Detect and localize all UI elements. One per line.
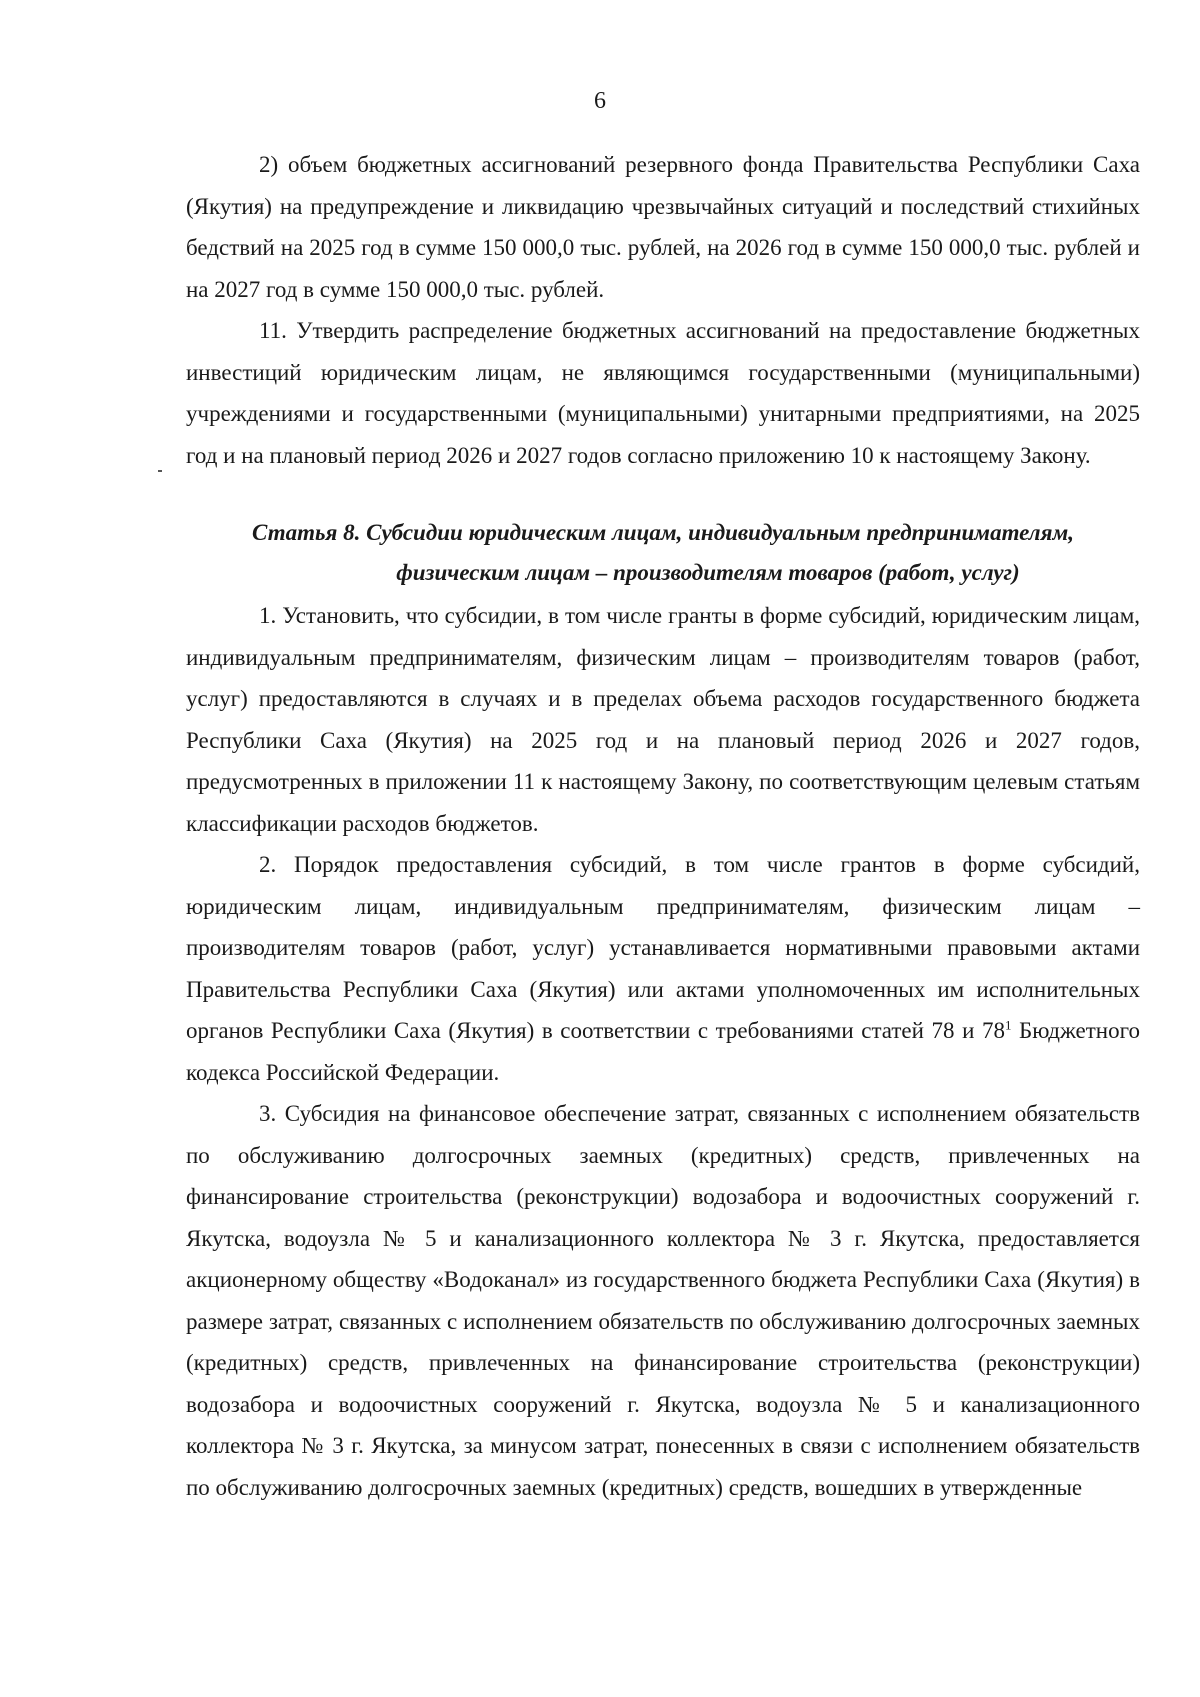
article-8-heading	[186, 513, 1140, 593]
paragraph-article-8-item-3: 3. Субсидия на финансовое обеспечение затрат, связанных с исполнением обязательств по обслуживанию долгосрочных заемных (кредитных) средств, привлеченных на финансирование строительства (реконструкции) водозабора и водоочистных сооружений г. Якутска, водоузла № 5 и канализационного коллектора № 3 г. Якутска, предоставляется акционерному обществу «Водоканал» из государственного бюджета Республики Саха (Якутия) в размере затрат, связанных с исполнением обязательств по обслуживанию долгосрочных заемных (кредитных) средств, привлеченных на финансирование строительства (реконструкции) водозабора и водоочистных сооружений г. Якутска, водоузла № 5 и канализационного коллектора № 3 г. Якутска, за минусом затрат, понесенных в связи с исполнением обязательств по обслуживанию долгосрочных заемных (кредитных) средств, вошедших в утвержденные	[186, 1101, 1140, 1500]
article-heading-line-1: Статья 8. Субсидии юридическим лицам, индивидуальным предпринимателям,	[252, 520, 1074, 545]
scan-mark	[158, 470, 162, 472]
paragraph-reserve-fund: 2) объем бюджетных ассигнований резервного фонда Правительства Республики Саха (Якутия) на предупреждение и ликвидацию чрезвычайных ситуаций и последствий стихийных бедствий на 2025 год в сумме 150 000,0 тыс. рублей, на 2026 год в сумме 150 000,0 тыс. рублей и на 2027 год в сумме 150 000,0 тыс. рублей.	[186, 152, 1140, 302]
paragraph-article-8-item-2	[186, 844, 1140, 1093]
page-number: 6	[594, 88, 606, 114]
paragraph-11-budget-investments: 11. Утвердить распределение бюджетных ассигнований на предоставление бюджетных инвестиций юридическим лицам, не являющимся государственными (муниципальными) учреждениями и государственными (муниципальными) унитарными предприятиями, на 2025 год и на плановый период 2026 и 2027 годов согласно приложению 10 к настоящему Закону.	[186, 318, 1140, 468]
article-heading-line-2: физическим лицам – производителям товаров (работ, услуг)	[396, 560, 1020, 585]
item-2-text: 2. Порядок предоставления субсидий, в том числе грантов в форме субсидий, юридическим лицам, индивидуальным предпринимателям, физическим лицам – производителям товаров (работ, услуг) устанавливается нормативными правовыми актами Правительства Республики Саха (Якутия) или актами уполномоченных им исполнительных органов Республики Саха (Якутия) в соответствии с требованиями статей 78 и 78	[186, 852, 1140, 1043]
item-2-text-end: Бюджетного кодекса Российской Федерации.	[186, 1018, 1140, 1085]
superscript-1: 1	[1004, 1017, 1012, 1033]
document-body	[186, 144, 1140, 1508]
paragraph-article-8-item-1: 1. Установить, что субсидии, в том числе гранты в форме субсидий, юридическим лицам, индивидуальным предпринимателям, физическим лицам – производителям товаров (работ, услуг) предоставляются в случаях и в пределах объема расходов государственного бюджета Республики Саха (Якутия) на 2025 год и на плановый период 2026 и 2027 годов, предусмотренных в приложении 11 к настоящему Закону, по соответствующим целевым статьям классификации расходов бюджетов.	[186, 603, 1140, 836]
